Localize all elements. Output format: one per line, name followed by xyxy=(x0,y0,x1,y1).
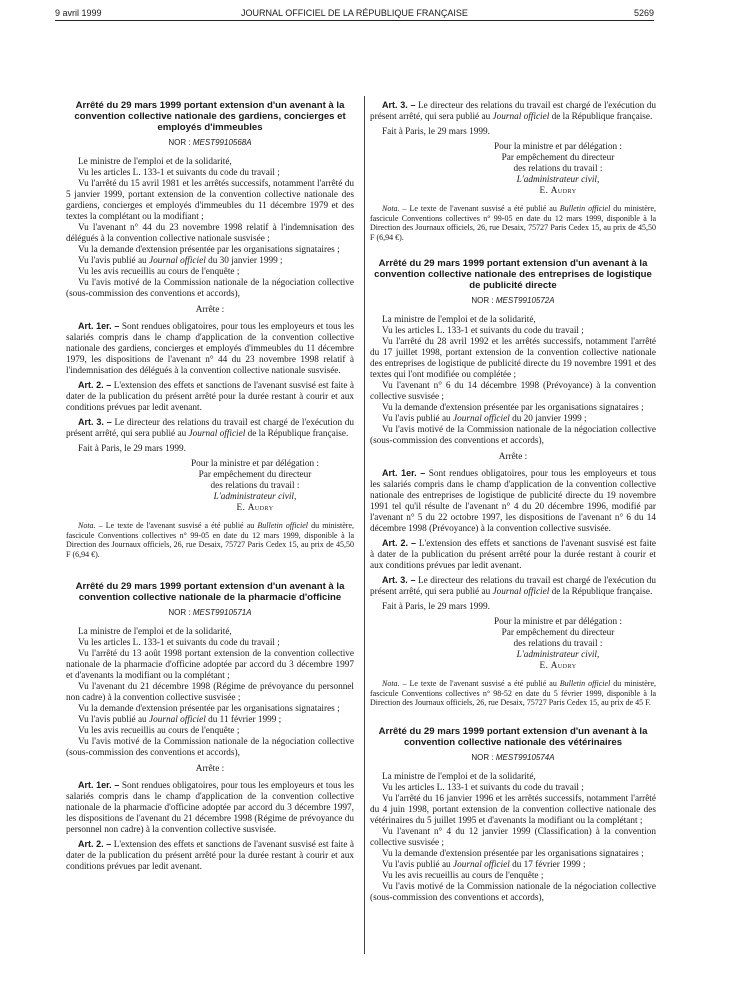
signature-block: Pour la ministre et par délégation : Par empêchement du directeur des relations du travail : L'administrateur civil, E. Audry xyxy=(191,459,319,513)
decree-pharmacie-continued xyxy=(370,100,656,242)
visa: Vu l'arrêté du 15 avril 1981 et les arrêtés successifs, notamment l'arrêté du 5 janvier 1999, portant extension de la convention collective nationale des gardiens, concierges et employés d'immeubles du 11 décembre 1979 et des textes la complétant ou la modifiant ; xyxy=(66,179,354,222)
signature-block: Pour la ministre et par délégation : Par empêchement du directeur des relations du travail : L'administrateur civil, E. Audry xyxy=(494,142,622,196)
visa: Vu la demande d'extension présentée par les organisations signataires ; xyxy=(78,704,340,714)
visa: Vu les articles L. 133-1 et suivants du code du travail ; xyxy=(382,782,584,793)
decree-veterinaires xyxy=(370,726,656,904)
visa: Vu l'avenant n° 6 du 14 décembre 1998 (Prévoyance) à la convention collective susvisée ; xyxy=(370,381,656,402)
article-2: Art. 2. – L'extension des effets et sanctions de l'avenant susvisé est faite à dater de la publication du présent arrêté pour la durée restant à courir et aux conditions prévues par ledit avenant. xyxy=(66,839,355,872)
decree-title: Arrêté du 29 mars 1999 portant extension d'un avenant à la convention collective nationale de la pharmacie d'officine xyxy=(75,581,345,603)
header-journal-title: JOURNAL OFFICIEL DE LA RÉPUBLIQUE FRANÇAISE xyxy=(241,8,468,18)
minister-line: La ministre de l'emploi et de la solidarité, xyxy=(78,627,232,637)
minister-line: Le ministre de l'emploi et de la solidarité, xyxy=(78,157,232,167)
nota-note: Nota. – Le texte de l'avenant susvisé a été publié au Bulletin officiel du ministère, fascicule Conventions collectives n° 99-05 en date du 12 mars 1999, disponible à la Direction des Journaux officiels, 26, rue Desaix, 75727 Paris Cedex 15, au prix de 45,50 F (6,94 €). xyxy=(370,204,657,242)
article-3: Art. 3. – Le directeur des relations du travail est chargé de l'exécution du présent arrêté, qui sera publié au Journal officiel de la République française. xyxy=(370,100,656,122)
nor-reference: NOR : MEST9910571A xyxy=(168,608,252,617)
visa: Vu les articles L. 133-1 et suivants du code du travail ; xyxy=(78,638,280,648)
visa: Vu les avis recueillis au cours de l'enquête ; xyxy=(78,726,240,736)
nor-reference: NOR : MEST9910568A xyxy=(168,138,252,147)
visa: Vu l'avis motivé de la Commission nationale de la négociation collective (sous-commission des conventions et accords), xyxy=(66,737,354,758)
column-divider xyxy=(364,96,365,954)
visa: Vu l'avenant n° 44 du 23 novembre 1998 relatif à l'indemnisation des délégués à la convention collective nationale susvisée ; xyxy=(66,223,354,244)
signature-block: Pour la ministre et par délégation : Par empêchement du directeur des relations du travail : L'administrateur civil, E. Audry xyxy=(494,617,622,671)
running-header xyxy=(55,7,654,19)
nor-reference: NOR : MEST9910574A xyxy=(471,752,555,762)
visa: Vu les articles L. 133-1 et suivants du code du travail ; xyxy=(78,168,280,178)
arrete-heading: Arrête : xyxy=(195,764,225,774)
article-3: Art. 3. – Le directeur des relations du travail est chargé de l'exécution du présent arrêté, qui sera publié au Journal officiel de la République française. xyxy=(66,417,355,439)
visa: Vu l'avis publié au Journal officiel du 11 février 1999 ; xyxy=(78,715,282,725)
visa: Vu l'avenant du 21 décembre 1998 (Régime de prévoyance du personnel non cadre) à la convention collective susvisée ; xyxy=(66,682,354,703)
visa: Vu l'arrêté du 16 janvier 1996 et les arrêtés successifs, notamment l'arrêté du 4 juin 1998, portant extension de la convention collective nationale des vétérinaires du 5 juillet 1995 et d'avenants la modifiant ou la complétant ; xyxy=(370,793,656,826)
place-date: Fait à Paris, le 29 mars 1999. xyxy=(382,602,490,612)
place-date: Fait à Paris, le 29 mars 1999. xyxy=(78,444,186,454)
visa: Vu l'avis motivé de la Commission nationale de la négociation collective (sous-commission des conventions et accords), xyxy=(370,881,656,903)
article-3: Art. 3. – Le directeur des relations du travail est chargé de l'exécution du présent arrêté, qui sera publié au Journal officiel de la République française. xyxy=(370,575,656,597)
decree-gardiens xyxy=(66,100,354,559)
article-1: Art. 1er. – Sont rendues obligatoires, pour tous les employeurs et tous les salariés compris dans le champ d'application de la convention collective nationale des gardiens, concierges et employés d'immeubles du 11 décembre 1979, les dispositions de l'avenant n° 44 du 23 novembre 1998 relatif à l'indemnisation des délégués à la convention collective nationale susvisée. xyxy=(66,321,355,376)
visa: Vu l'avis publié au Journal officiel du 30 janvier 1999 ; xyxy=(78,256,283,266)
visa: Vu la demande d'extension présentée par les organisations signataires ; xyxy=(78,245,340,255)
minister-line: La ministre de l'emploi et de la solidarité, xyxy=(382,771,536,782)
arrete-heading: Arrête : xyxy=(498,452,528,462)
article-1: Art. 1er. – Sont rendues obligatoires, pour tous les employeurs et tous les salariés compris dans le champ d'application de la convention collective nationale des entreprises de logistique de publicité directe du 19 novembre 1991 tel qu'il résulte de l'avenant n° 4 du 20 décembre 1996, modifié par l'avenant n° 5 du 22 octobre 1997, les dispositions de l'avenant n° 6 du 14 décembre 1998 (Prévoyance) à la convention collective susvisée. xyxy=(370,468,656,534)
right-column xyxy=(370,100,656,904)
minister-line: La ministre de l'emploi et de la solidarité, xyxy=(382,315,536,325)
visa: Vu l'avis motivé de la Commission nationale de la négociation collective (sous-commission des conventions et accords), xyxy=(370,425,656,446)
visa: Vu la demande d'extension présentée par les organisations signataires ; xyxy=(382,403,644,413)
visa: Vu l'avis motivé de la Commission nationale de la négociation collective (sous-commission des conventions et accords), xyxy=(66,278,354,299)
visa: Vu les avis recueillis au cours de l'enquête ; xyxy=(78,267,240,277)
decree-title: Arrêté du 29 mars 1999 portant extension d'un avenant à la convention collective nationale des gardiens, concierges et employés d'immeubles xyxy=(74,100,346,133)
place-date: Fait à Paris, le 29 mars 1999. xyxy=(382,127,490,137)
decree-pharmacie xyxy=(66,581,354,873)
visa: Vu l'arrêté du 28 avril 1992 et les arrêtés successifs, notamment l'arrêté du 17 juillet 1998, portant extension de la convention collective nationale des entreprises de logistique de publicité directe du 19 novembre 1991 et des textes qui l'ont modifiée ou complétée ; xyxy=(370,337,656,380)
decree-title: Arrêté du 29 mars 1999 portant extension d'un avenant à la convention collective nationale des vétérinaires xyxy=(378,725,648,748)
header-date: 9 avril 1999 xyxy=(55,8,102,18)
visa: Vu l'avis publié au Journal officiel du 17 février 1999 ; xyxy=(382,859,586,870)
article-2: Art. 2. – L'extension des effets et sanctions de l'avenant susvisé est faite à dater de la publication du présent arrêté pour la durée restant à courir et aux conditions prévues par ledit avenant. xyxy=(66,380,355,413)
header-rule xyxy=(55,20,654,21)
nota-note: Nota. – Le texte de l'avenant susvisé a été publié au Bulletin officiel du ministère, fascicule Conventions collectives n° 98-52 en date du 5 février 1999, disponible à la Direction des Journaux officiels, 26, rue Desaix, 75727 Paris Cedex 15, au prix de 45 F. xyxy=(370,679,657,707)
left-column xyxy=(66,100,354,873)
nor-reference: NOR : MEST9910572A xyxy=(471,296,555,305)
visa: Vu la demande d'extension présentée par les organisations signataires ; xyxy=(382,848,644,859)
nota-note: Nota. – Le texte de l'avenant susvisé a été publié au Bulletin officiel du ministère, fascicule Conventions collectives n° 99-05 en date du 12 mars 1999, disponible à la Direction des Journaux officiels, 26, rue Desaix, 75727 Paris Cedex 15, au prix de 45,50 F (6,94 €). xyxy=(66,521,355,559)
visa: Vu les avis recueillis au cours de l'enquête ; xyxy=(382,870,544,881)
article-2: Art. 2. – L'extension des effets et sanctions de l'avenant susvisé est faite à dater de la publication du présent arrêté pour la durée restant à courir et aux conditions prévues par ledit avenant. xyxy=(370,538,657,571)
arrete-heading: Arrête : xyxy=(195,305,225,315)
article-1: Art. 1er. – Sont rendues obligatoires, pour tous les employeurs et tous les salariés compris dans le champ d'application de la convention collective nationale de la pharmacie d'officine adoptée par accord du 3 décembre 1997, les dispositions de l'avenant du 21 décembre 1998 (Régime de prévoyance du personnel non cadre) à la convention collective susvisée. xyxy=(66,780,355,835)
decree-logistique xyxy=(370,258,656,708)
decree-title: Arrêté du 29 mars 1999 portant extension d'un avenant à la convention collective nationale des entreprises de logistique de publicité directe xyxy=(374,258,652,291)
visa: Vu l'arrêté du 13 août 1998 portant extension de la convention collective nationale de la pharmacie d'officine adoptée par accord du 3 décembre 1997 et d'avenants la modifiant ou la complétant ; xyxy=(66,649,354,681)
visa: Vu l'avenant n° 4 du 12 janvier 1999 (Classification) à la convention collective susvisée ; xyxy=(370,826,656,848)
visa: Vu l'avis publié au Journal officiel du 20 janvier 1999 ; xyxy=(382,414,587,424)
visa: Vu les articles L. 133-1 et suivants du code du travail ; xyxy=(382,326,584,336)
header-page-number: 5269 xyxy=(633,8,654,18)
